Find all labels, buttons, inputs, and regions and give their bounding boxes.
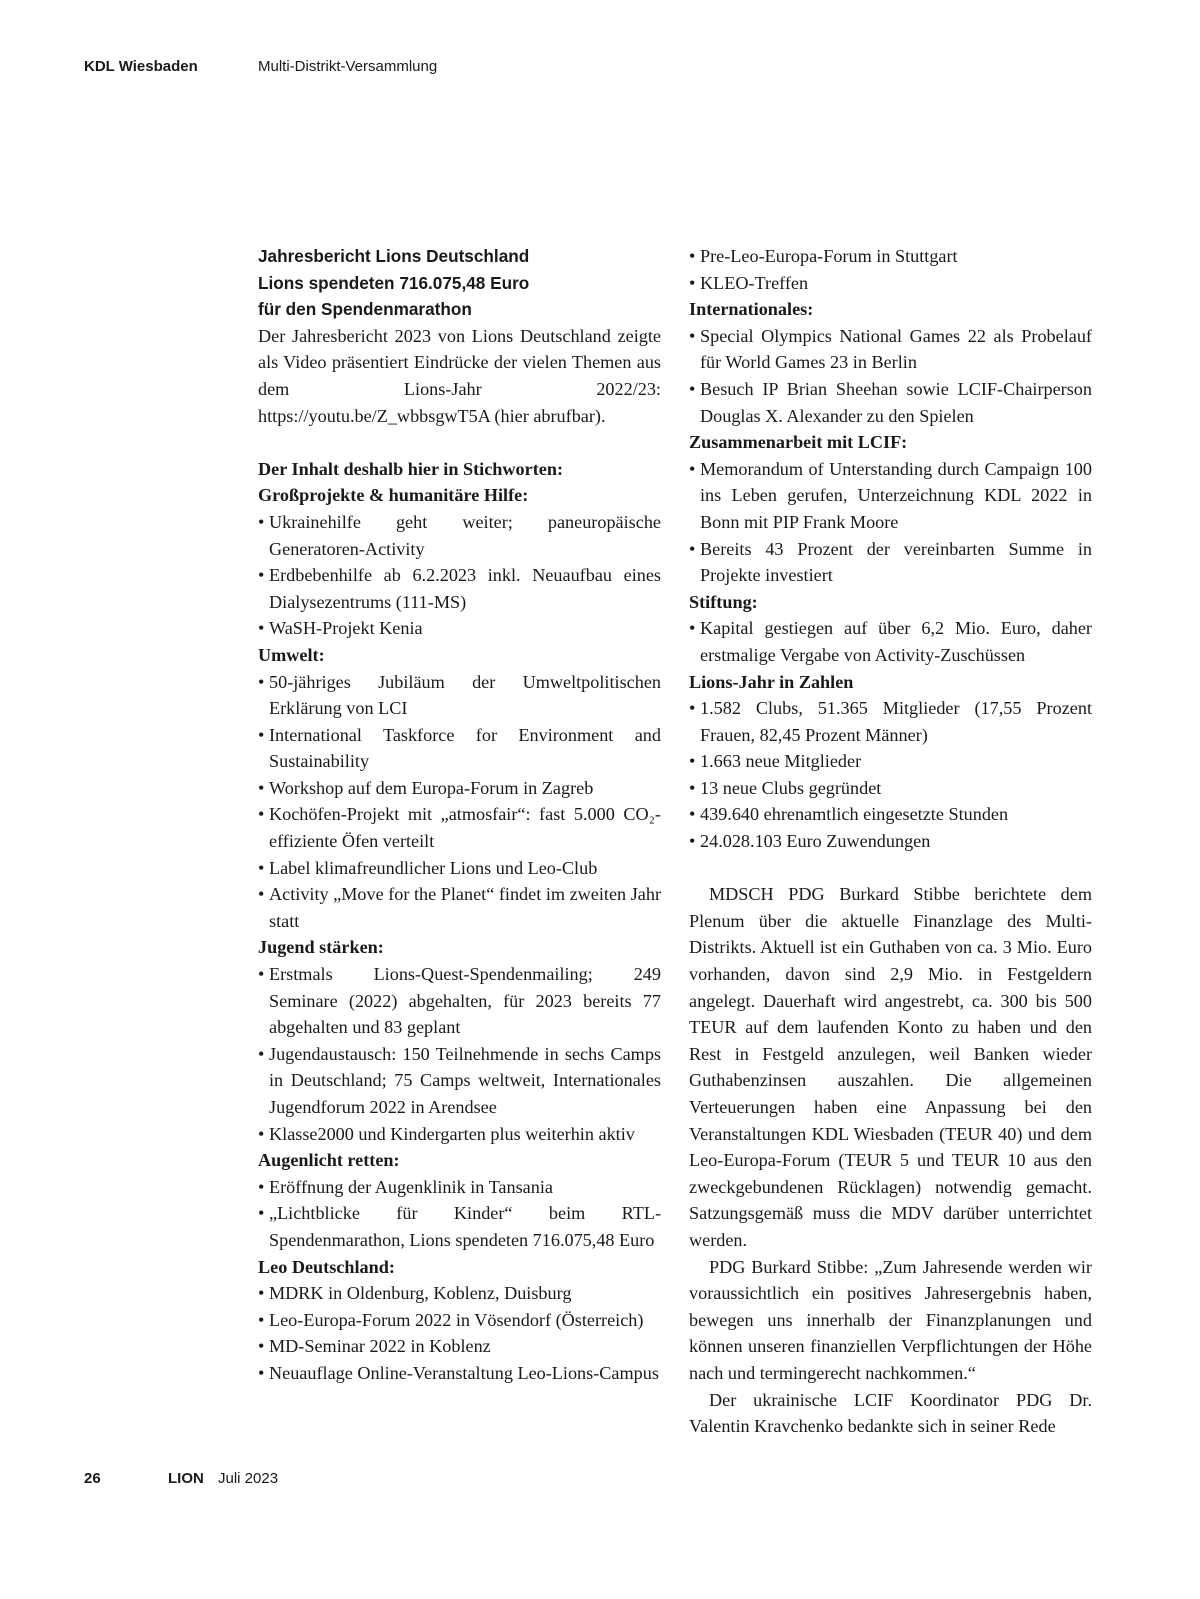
section-heading: Leo Deutschland: [258,1256,395,1277]
list-item: • 1.582 Clubs, 51.365 Mitglieder (17,55 Prozent Frauen, 82,45 Prozent Männer) [689,695,1092,748]
section-heading: Großprojekte & humanitäre Hilfe: [258,485,529,506]
list-item: • Pre-Leo-Europa-Forum in Stuttgart [689,243,1092,270]
bullet-list [258,509,661,642]
body-paragraph: Der ukrainische LCIF Koordinator PDG Dr. Valentin Kravchenko bedankte sich in seiner Rede [689,1389,1092,1437]
list-item: • Neuauflage Online-Veranstaltung Leo-Lions-Campus [258,1360,661,1387]
list-item: • 1.663 neue Mitglieder [689,748,1092,775]
title-line: Lions spendeten 716.075,48 Euro [258,272,530,293]
bullet-list [689,456,1092,589]
title-line: Jahresbericht Lions Deutschland [258,246,530,266]
list-item: • 439.640 ehrenamtlich eingesetzte Stunden [689,801,1092,828]
bullet-list [258,961,661,1147]
list-item: • Workshop auf dem Europa-Forum in Zagreb [258,775,661,802]
section-heading: Augenlicht retten: [258,1150,400,1171]
section-heading: Internationales: [689,299,814,320]
list-item: • Besuch IP Brian Sheehan sowie LCIF-Chairperson Douglas X. Alexander zu den Spielen [689,376,1092,429]
list-item: • „Lichtblicke für Kinder“ beim RTL-Spendenmarathon, Lions spendeten 716.075,48 Euro [258,1200,661,1253]
keywords-heading: Der Inhalt deshalb hier in Stichworten: [258,458,564,479]
list-item: • WaSH-Projekt Kenia [258,615,661,642]
list-item: • Label klimafreundlicher Lions und Leo-Club [258,855,661,882]
list-item: • KLEO-Treffen [689,270,1092,297]
bullet-list [689,323,1092,429]
section-heading: Jugend stärken: [258,937,384,958]
list-item: • 13 neue Clubs gegründet [689,775,1092,802]
article-column-right [689,243,1092,1440]
list-item: • MD-Seminar 2022 in Koblenz [258,1333,661,1360]
intro-paragraph: Der Jahresbericht 2023 von Lions Deutschland zeigte als Video präsentiert Eindrücke der vielen Themen aus dem Lions-Jahr 2022/23: https://youtu.be/Z_wbbsgwT5A (hier abrufbar). [258,325,661,426]
list-item: • Bereits 43 Prozent der vereinbarten Summe in Projekte investiert [689,536,1092,589]
list-item: • Erstmals Lions-Quest-Spendenmailing; 249 Seminare (2022) abgehalten, für 2023 bereits 77 abgehalten und 83 geplant [258,961,661,1041]
list-item: • MDRK in Oldenburg, Koblenz, Duisburg [258,1280,661,1307]
section-heading: Zusammenarbeit mit LCIF: [689,432,908,453]
section-heading: Lions-Jahr in Zahlen [689,671,854,692]
list-item: • Erdbebenhilfe ab 6.2.2023 inkl. Neuaufbau eines Dialysezentrums (111-MS) [258,562,661,615]
list-item: • Leo-Europa-Forum 2022 in Vösendorf (Österreich) [258,1307,661,1334]
list-item: • International Taskforce for Environment and Sustainability [258,722,661,775]
bullet-list [258,1280,661,1386]
list-item: • 24.028.103 Euro Zuwendungen [689,828,1092,855]
issue-date: Juli 2023 [218,1470,279,1487]
list-item: • Kochöfen-Projekt mit „atmosfair“: fast 5.000 CO₂-effiziente Öfen verteilt [258,801,661,854]
section-label: KDL Wiesbaden [84,58,198,75]
article-column-left [258,243,661,1387]
title-line: für den Spendenmarathon [258,299,472,320]
bullet-list [258,669,661,935]
bullet-list [689,695,1092,855]
section-heading: Stiftung: [689,591,758,612]
section-heading: Umwelt: [258,644,325,665]
magazine-name: LION [168,1470,204,1487]
list-item: • Memorandum of Unterstanding durch Campaign 100 ins Leben gerufen, Unterzeichnung KDL 2022 in Bonn mit PIP Frank Moore [689,456,1092,536]
list-item: • Eröffnung der Augenklinik in Tansania [258,1174,661,1201]
list-item: • Special Olympics National Games 22 als Probelauf für World Games 23 in Berlin [689,323,1092,376]
list-item: • Activity „Move for the Planet“ findet im zweiten Jahr statt [258,881,661,934]
article-title [258,243,661,323]
body-paragraph: PDG Burkard Stibbe: „Zum Jahresende werden wir voraussichtlich ein positives Jahresergebnis haben, bewegen uns innerhalb der Finanzplanungen und können unseren finanziellen Verpflichtungen der Höhe nach und termingerecht nachkommen.“ [689,1256,1092,1383]
bullet-list [689,615,1092,668]
page-number: 26 [84,1470,101,1487]
body-paragraph: MDSCH PDG Burkard Stibbe berichtete dem Plenum über die aktuelle Finanzlage des Multi-Distrikts. Aktuell ist ein Guthaben von ca. 3 Mio. Euro vorhanden, davon sind 2,9 Mio. in Festgeldern angelegt. Dauerhaft wird angestrebt, ca. 300 bis 500 TEUR auf dem laufenden Konto zu haben und den Rest in Festgeld anzulegen, weil Banken wieder Guthabenzinsen auszahlen. Die allgemeinen Verteuerungen haben eine Anpassung bei den Veranstaltungen KDL Wiesbaden (TEUR 40) und dem Leo-Europa-Forum (TEUR 5 und TEUR 10 aus den zweckgebundenen Rücklagen) notwendig gemacht. Satzungsgemäß muss die MDV darüber unterrichtet werden. [689,884,1092,1250]
bullet-list [258,1174,661,1254]
list-item: • Klasse2000 und Kindergarten plus weiterhin aktiv [258,1121,661,1148]
bullet-list [689,243,1092,296]
subsection-label: Multi-Distrikt-Versammlung [258,58,438,75]
list-item: • Jugendaustausch: 150 Teilnehmende in sechs Camps in Deutschland; 75 Camps weltweit, Internationales Jugendforum 2022 in Arendsee [258,1041,661,1121]
list-item: • Kapital gestiegen auf über 6,2 Mio. Euro, daher erstmalige Vergabe von Activity-Zuschüssen [689,615,1092,668]
list-item: • Ukrainehilfe geht weiter; paneuropäische Generatoren-Activity [258,509,661,562]
list-item: • 50-jähriges Jubiläum der Umweltpolitischen Erklärung von LCI [258,669,661,722]
